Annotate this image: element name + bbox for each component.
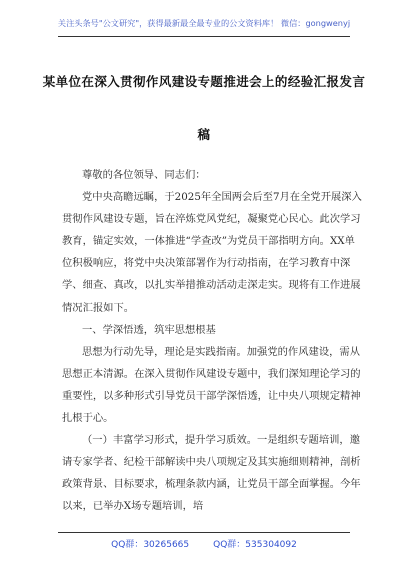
footer-divider [58,532,350,533]
footer-contacts [0,537,408,550]
footer-qq-group-2: QQ群：535304092 [213,540,297,550]
section-heading: 一、学深悟透，筑牢思想根基 [82,323,216,336]
paragraph: 党中央高瞻远瞩，于2025年全国两会后至7月在全党开展深入贯彻作风建设专题，旨在淬炼党风党纪，凝聚党心民心。此次学习教育，锚定实效，一体推进“学查改”为党员干部指明方向。XX单位积极响应，将党中央决策部署作为行动指南，在学习教育中深学、细查、真改，以扎实举措推动活动走深走实。现将有工作进展情况汇报如下。 [62,191,362,314]
paragraph: 思想为行动先导，理论是实践指南。加强党的作风建设，需从思想正本清源。在深入贯彻作风建设专题中，我们深知理论学习的重要性，以多种形式引导党员干部学深悟透，让中央八项规定精神扎根于心。 [62,345,361,425]
document-body [62,164,362,518]
subsection-paragraph: （一）丰富学习形式，提升学习质效。一是组织专题培训，邀请专家学者、纪检干部解读中央八项规定及其实施细则精神，剖析政策背景、目标要求，梳理条款内涵，让党员干部全面掌握。今年以来，已举办X场专题培训，培 [62,434,361,513]
footer-qq-group-1: QQ群：30265665 [111,540,190,550]
salutation: 尊敬的各位领导、同志们： [82,169,206,181]
header-banner: 关注头条号"公文研究"，获得最新最全最专业的公文资料库！ 微信：gongwenyj [57,18,351,28]
document-title-continued: 稿 [197,127,211,142]
document-title: 某单位在深入贯彻作风建设专题推进会上的经验汇报发言 [42,74,366,89]
header-divider [58,36,350,37]
